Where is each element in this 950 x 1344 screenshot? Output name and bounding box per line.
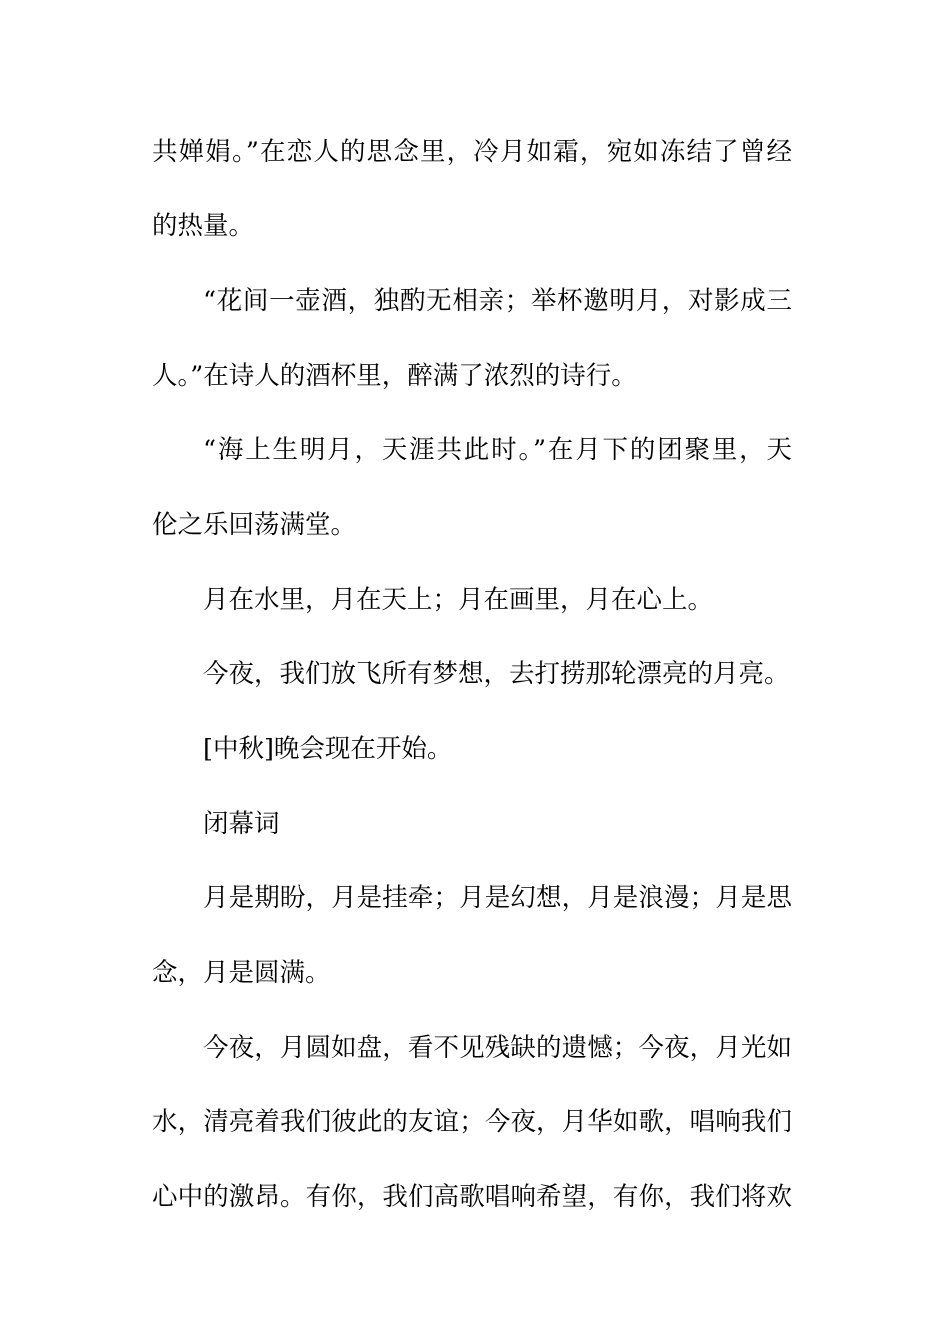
text-line: 心中的激昂。有你，我们高歌唱响希望，有你，我们将欢 [152,1182,792,1212]
text-line: 共婵娟。”在恋人的思念里，冷月如霜，宛如冻结了曾经 [152,137,792,167]
text-line: 月是期盼，月是挂牵；月是幻想，月是浪漫；月是思 [203,883,792,913]
text-line: 今夜，我们放飞所有梦想，去打捞那轮漂亮的月亮。 [203,659,790,689]
text-line: 月在水里，月在天上；月在画里，月在心上。 [203,585,714,615]
text-line: [中秋]晚会现在开始。 [203,734,453,764]
text-line: 念，月是圆满。 [152,958,331,988]
text-line: 人。”在诗人的酒杯里，醉满了浓烈的诗行。 [152,361,637,391]
text-line: “海上生明月，天涯共此时。”在月下的团聚里，天 [203,435,792,465]
text-line: “花间一壶酒，独酌无相亲；举杯邀明月，对影成三 [203,286,792,316]
text-line: 水，清亮着我们彼此的友谊；今夜，月华如歌，唱响我们 [152,1107,792,1137]
section-heading: 闭幕词 [203,809,280,839]
text-line: 伦之乐回荡满堂。 [152,510,357,540]
text-line: 今夜，月圆如盘，看不见残缺的遗憾；今夜，月光如 [203,1033,792,1063]
text-line: 的热量。 [152,211,255,241]
